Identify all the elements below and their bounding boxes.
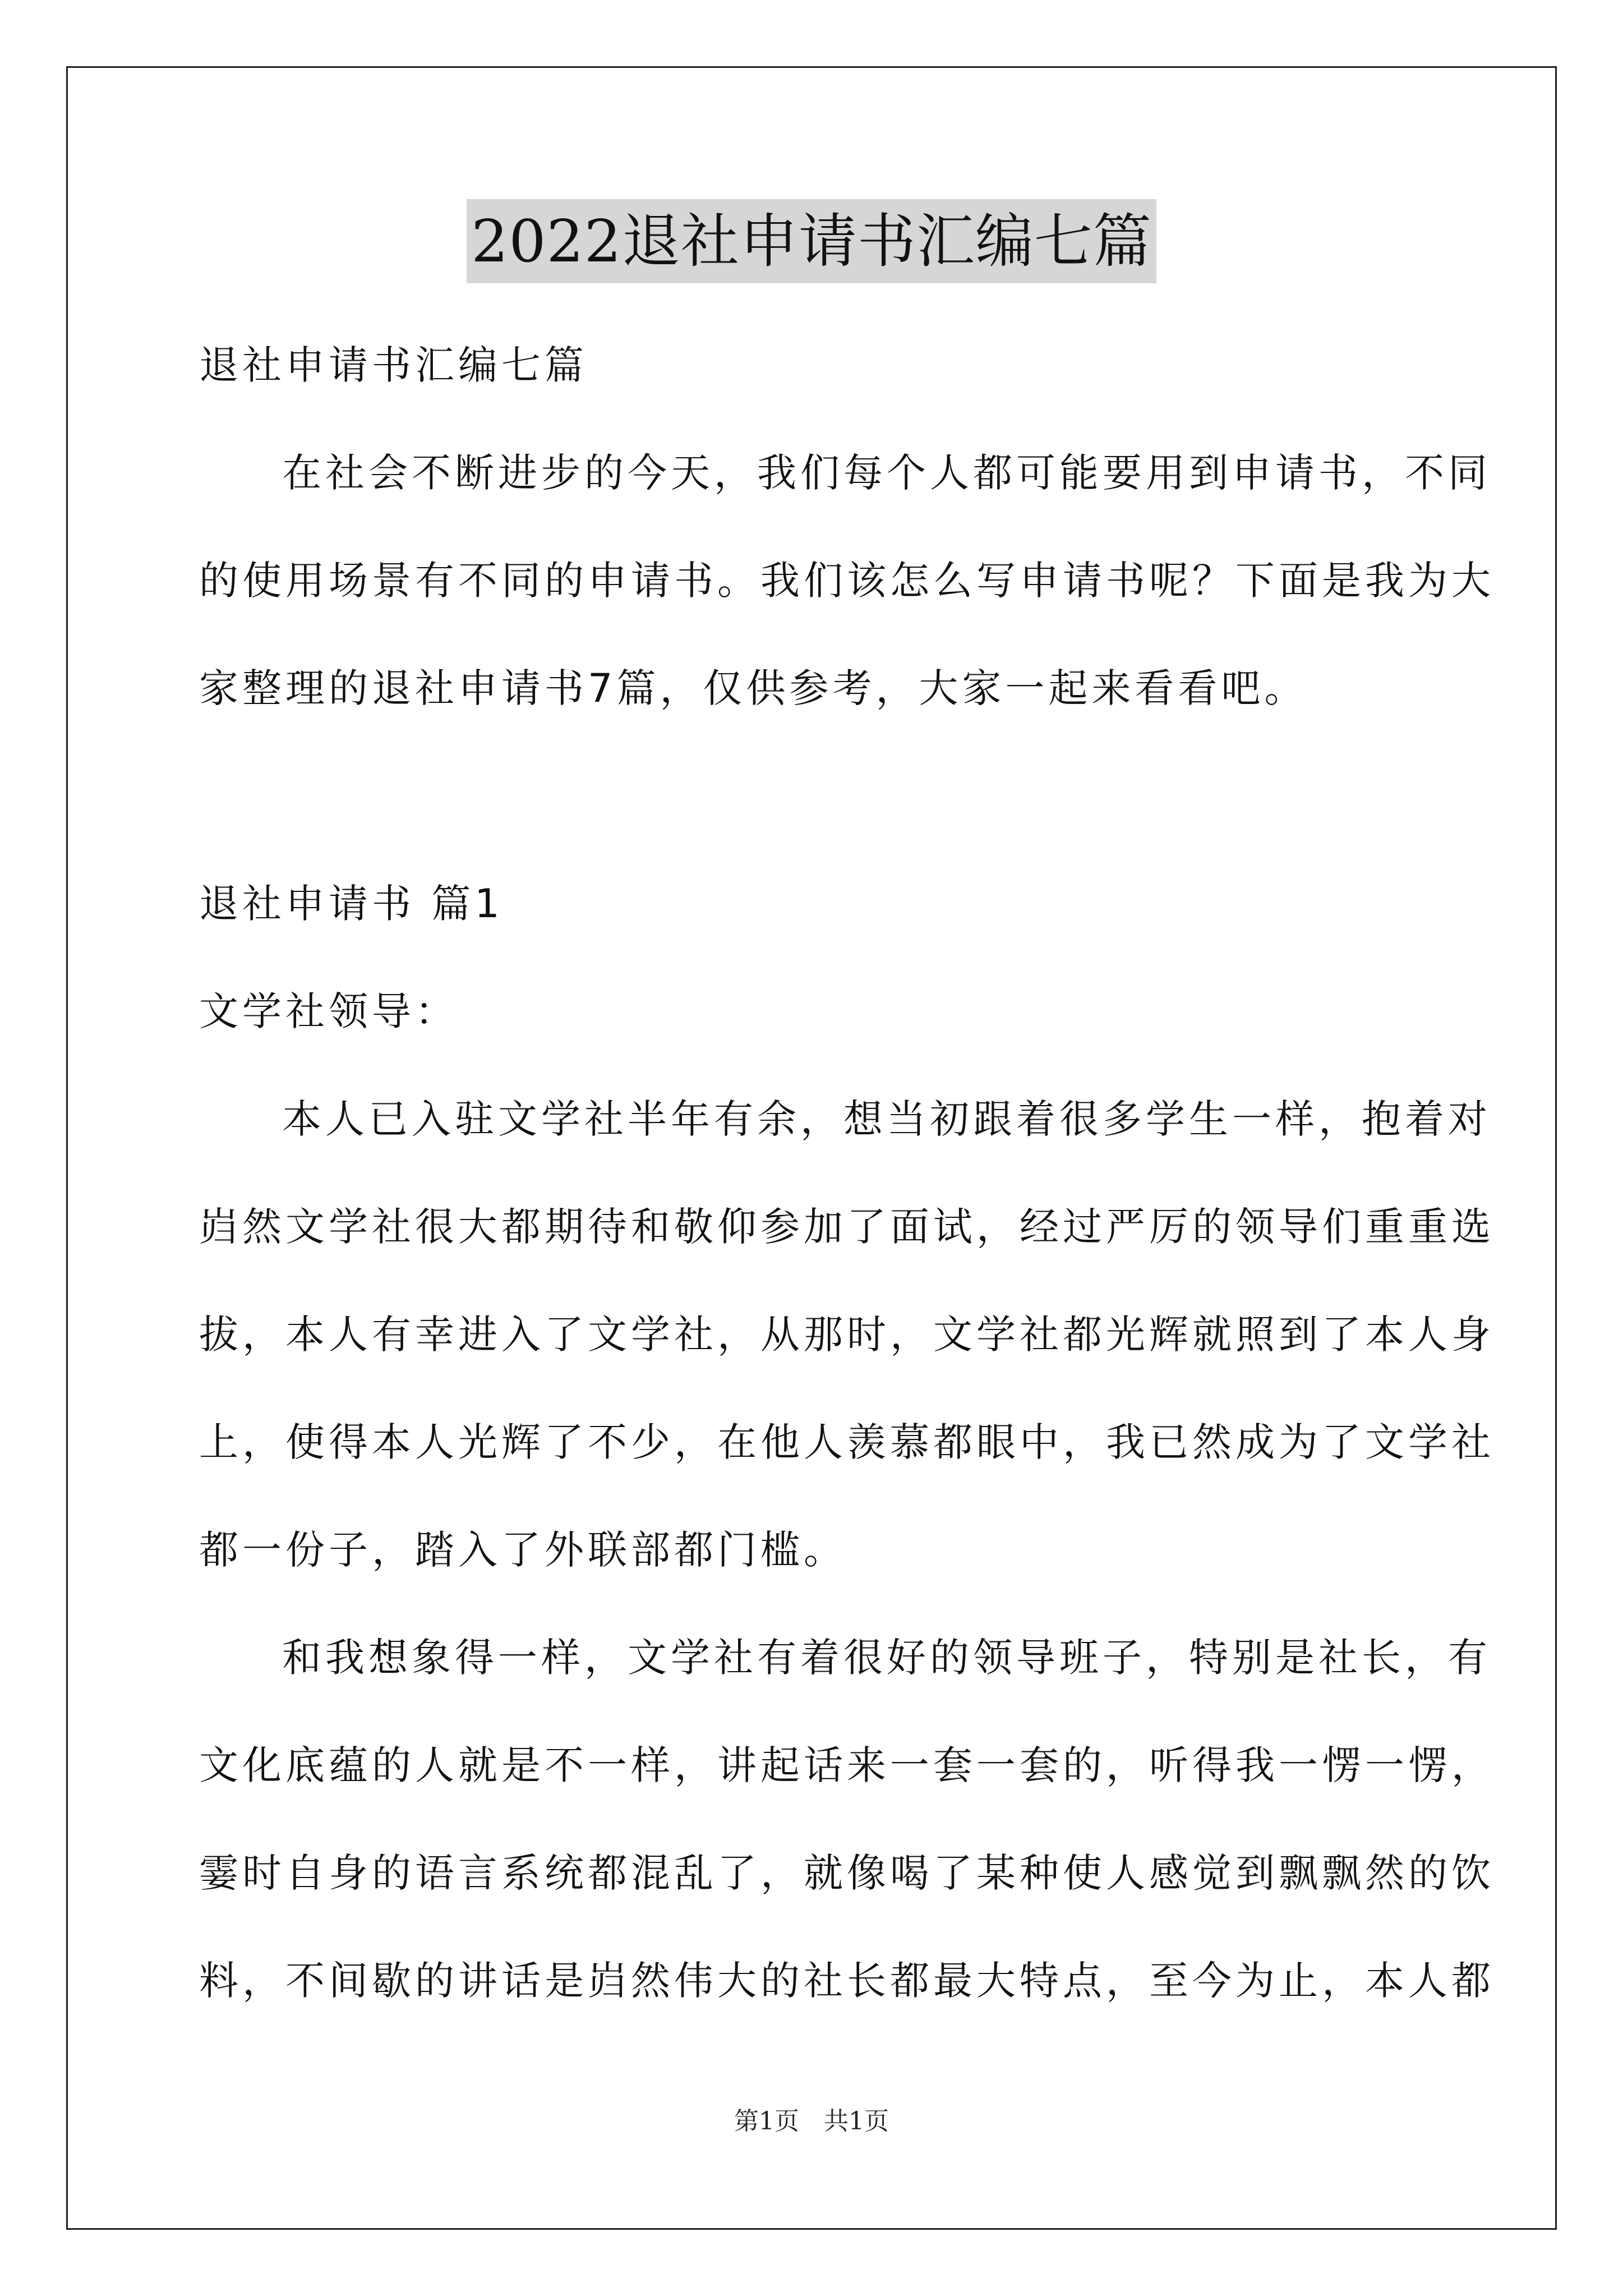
paragraph-gap (199, 742, 1427, 850)
paragraph2-line-3: 霎时自身的语言系统都混乱了，就像喝了某种使人感觉到飘飘然的饮 (199, 1850, 1495, 1896)
intro-line-2: 的使用场景有不同的申请书。我们该怎么写申请书呢？下面是我为大 (199, 558, 1495, 604)
paragraph1-line-2: 岿然文学社很大都期待和敬仰参加了面试，经过严厉的领导们重重选 (199, 1204, 1495, 1250)
paragraph2-line-1: 和我想象得一样，文学社有着很好的领导班子，特别是社长，有 (282, 1635, 1491, 1681)
page-footer: 第1页 共1页 (734, 2107, 889, 2136)
document-subtitle: 退社申请书汇编七篇 (199, 342, 588, 388)
paragraph1-line-1: 本人已入驻文学社半年有余，想当初跟着很多学生一样，抱着对 (282, 1096, 1491, 1142)
paragraph2-line-2: 文化底蕴的人就是不一样，讲起话来一套一套的，听得我一愣一愣， (199, 1742, 1495, 1788)
salutation: 文学社领导： (199, 988, 458, 1034)
document-title: 2022退社申请书汇编七篇 (467, 199, 1156, 283)
intro-line-3: 家整理的退社申请书7篇，仅供参考，大家一起来看看吧。 (199, 665, 1308, 711)
section-heading: 退社申请书 篇1 (199, 881, 504, 927)
document-body (199, 311, 1495, 2035)
title-container (0, 199, 1623, 283)
paragraph1-line-5: 都一份子，踏入了外联部都门槛。 (199, 1527, 847, 1573)
paragraph1-line-4: 上，使得本人光辉了不少，在他人羡慕都眼中，我已然成为了文学社 (199, 1419, 1495, 1465)
intro-line-1: 在社会不断进步的今天，我们每个人都可能要用到申请书，不同 (282, 450, 1491, 496)
paragraph2-line-4: 料，不间歇的讲话是岿然伟大的社长都最大特点，至今为止，本人都 (199, 1958, 1495, 2004)
paragraph1-line-3: 拔，本人有幸进入了文学社，从那时，文学社都光辉就照到了本人身 (199, 1312, 1495, 1358)
